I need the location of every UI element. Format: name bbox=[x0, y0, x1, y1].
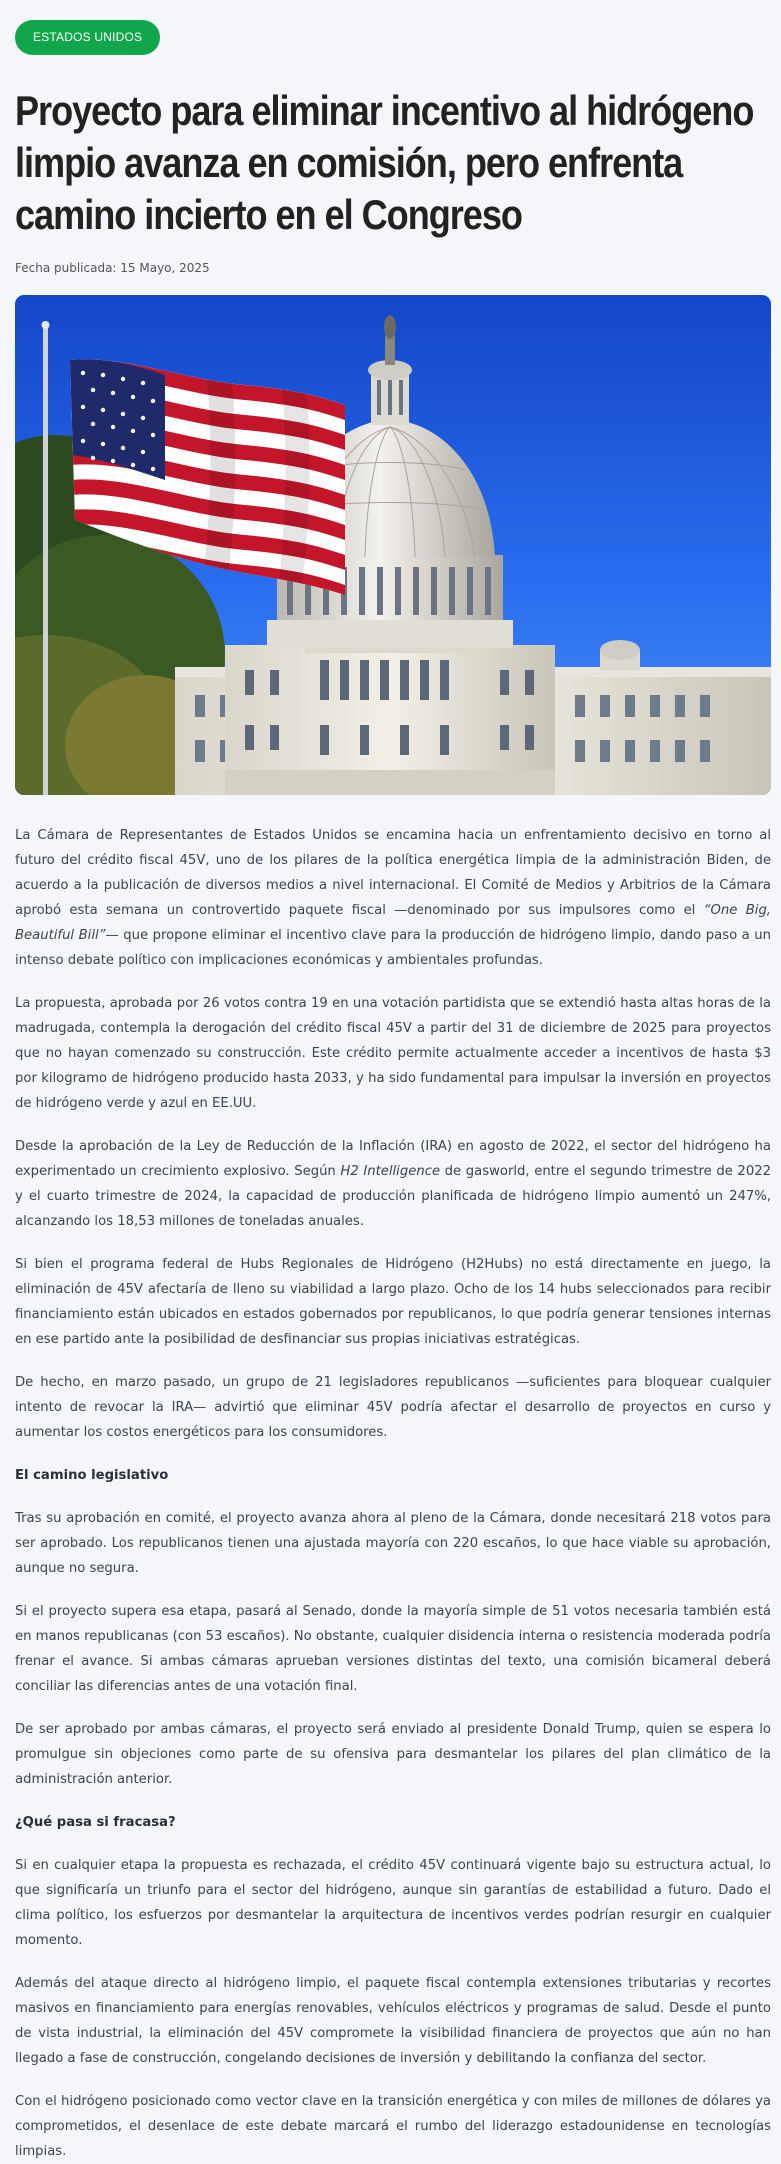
emphasis-text: H2 Intelligence bbox=[340, 1164, 441, 1179]
paragraph: La propuesta, aprobada por 26 votos contra 19 en una votación partidista que se extendió hasta altas horas de la madrugada, contempla la derogación del crédito fiscal 45V a partir del 31 de diciembre de 2025 para proyectos que no hayan comenzado su construcción. Este crédito permite actualmente acceder a incentivos de hasta $3 por kilogramo de hidrógeno producido hasta 2033, y ha sido fundamental para impulsar la inversión en proyectos de hidrógeno verde y azul en EE.UU. bbox=[15, 996, 771, 1111]
article-body bbox=[15, 823, 771, 2164]
paragraph: De hecho, en marzo pasado, un grupo de 21 legisladores republicanos —suficientes para bloquear cualquier intento de revocar la IRA— advirtió que eliminar 45V podría afectar el desarrollo de proyectos en curso y aumentar los costos energéticos para los consumidores. bbox=[15, 1375, 771, 1440]
us-capitol-flag-photo-icon bbox=[15, 295, 771, 795]
paragraph: Si el proyecto supera esa etapa, pasará al Senado, donde la mayoría simple de 51 votos necesaria también está en manos republicanas (con 53 escaños). No obstante, cualquier disidencia interna o resistencia moderada podría frenar el avance. Si ambas cámaras aprueban versiones distintas del texto, una comisión bicameral deberá conciliar las diferencias antes de una votación final. bbox=[15, 1604, 771, 1694]
paragraph: Tras su aprobación en comité, el proyecto avanza ahora al pleno de la Cámara, donde necesitará 218 votos para ser aprobado. Los republicanos tienen una ajustada mayoría con 220 escaños, lo que hace viable su aprobación, aunque no segura. bbox=[15, 1511, 771, 1576]
section-heading: El camino legislativo bbox=[15, 1468, 169, 1483]
publish-date: Fecha publicada: 15 Mayo, 2025 bbox=[15, 261, 210, 275]
paragraph: Con el hidrógeno posicionado como vector clave en la transición energética y con miles de millones de dólares ya comprometidos, el desenlace de este debate marcará el rumbo del liderazgo estadounidense en tecnologías limpias. bbox=[15, 2094, 771, 2159]
paragraph: La Cámara de Representantes de Estados Unidos se encamina hacia un enfrentamiento decisivo en torno al futuro del crédito fiscal 45V, uno de los pilares de la política energética limpia de la administración Biden, de acuerdo a la publicación de diversos medios a nivel internacional. El Comité de Medios y Arbitrios de la Cámara aprobó esta semana un controvertido paquete fiscal —denominado por sus impulsores como el “One Big, Beautiful Bill”— que propone eliminar el incentivo clave para la producción de hidrógeno limpio, dando paso a un intenso debate político con implicaciones económicas y ambientales profundas. bbox=[15, 828, 772, 968]
hero-image bbox=[15, 295, 771, 795]
section-heading: ¿Qué pasa si fracasa? bbox=[15, 1815, 176, 1830]
article-title: Proyecto para eliminar incentivo al hidrógeno limpio avanza en comisión, pero enfrenta camino incierto en el Congreso bbox=[15, 87, 754, 238]
paragraph: De ser aprobado por ambas cámaras, el proyecto será enviado al presidente Donald Trump, quien se espera lo promulgue sin objeciones como parte de su ofensiva para desmantelar los pilares del plan climático de la administración anterior. bbox=[15, 1722, 771, 1787]
paragraph: Además del ataque directo al hidrógeno limpio, el paquete fiscal contempla extensiones tributarias y recortes masivos en financiamiento para energías renovables, vehículos eléctricos y programas de salud. Desde el punto de vista industrial, la eliminación del 45V compromete la visibilidad financiera de proyectos que aún no han llegado a fase de construcción, congelando decisiones de inversión y debilitando la confianza del sector. bbox=[15, 1976, 771, 2066]
paragraph: Si bien el programa federal de Hubs Regionales de Hidrógeno (H2Hubs) no está directamente en juego, la eliminación de 45V afectaría de lleno su viabilidad a largo plazo. Ocho de los 14 hubs seleccionados para recibir financiamiento están ubicados en estados gobernados por republicanos, lo que podría generar tensiones internas en ese partido ante la posibilidad de desfinanciar sus propias iniciativas estratégicas. bbox=[15, 1257, 771, 1347]
emphasis-text: “One Big, Beautiful Bill” bbox=[15, 903, 772, 943]
paragraph: Si en cualquier etapa la propuesta es rechazada, el crédito 45V continuará vigente bajo su estructura actual, lo que significaría un triunfo para el sector del hidrógeno, aunque sin garantías de estabilidad a futuro. Dado el clima político, los esfuerzos por desmantelar la arquitectura de incentivos verdes podrían resurgir en cualquier momento. bbox=[15, 1858, 771, 1948]
category-badge[interactable]: ESTADOS UNIDOS bbox=[15, 20, 160, 55]
paragraph: Desde la aprobación de la Ley de Reducción de la Inflación (IRA) en agosto de 2022, el sector del hidrógeno ha experimentado un crecimiento explosivo. Según H2 Intelligence de gasworld, entre el segundo trimestre de 2022 y el cuarto trimestre de 2024, la capacidad de producción planificada de hidrógeno limpio aumentó un 247%, alcanzando los 18,53 millones de toneladas anuales. bbox=[15, 1139, 771, 1229]
